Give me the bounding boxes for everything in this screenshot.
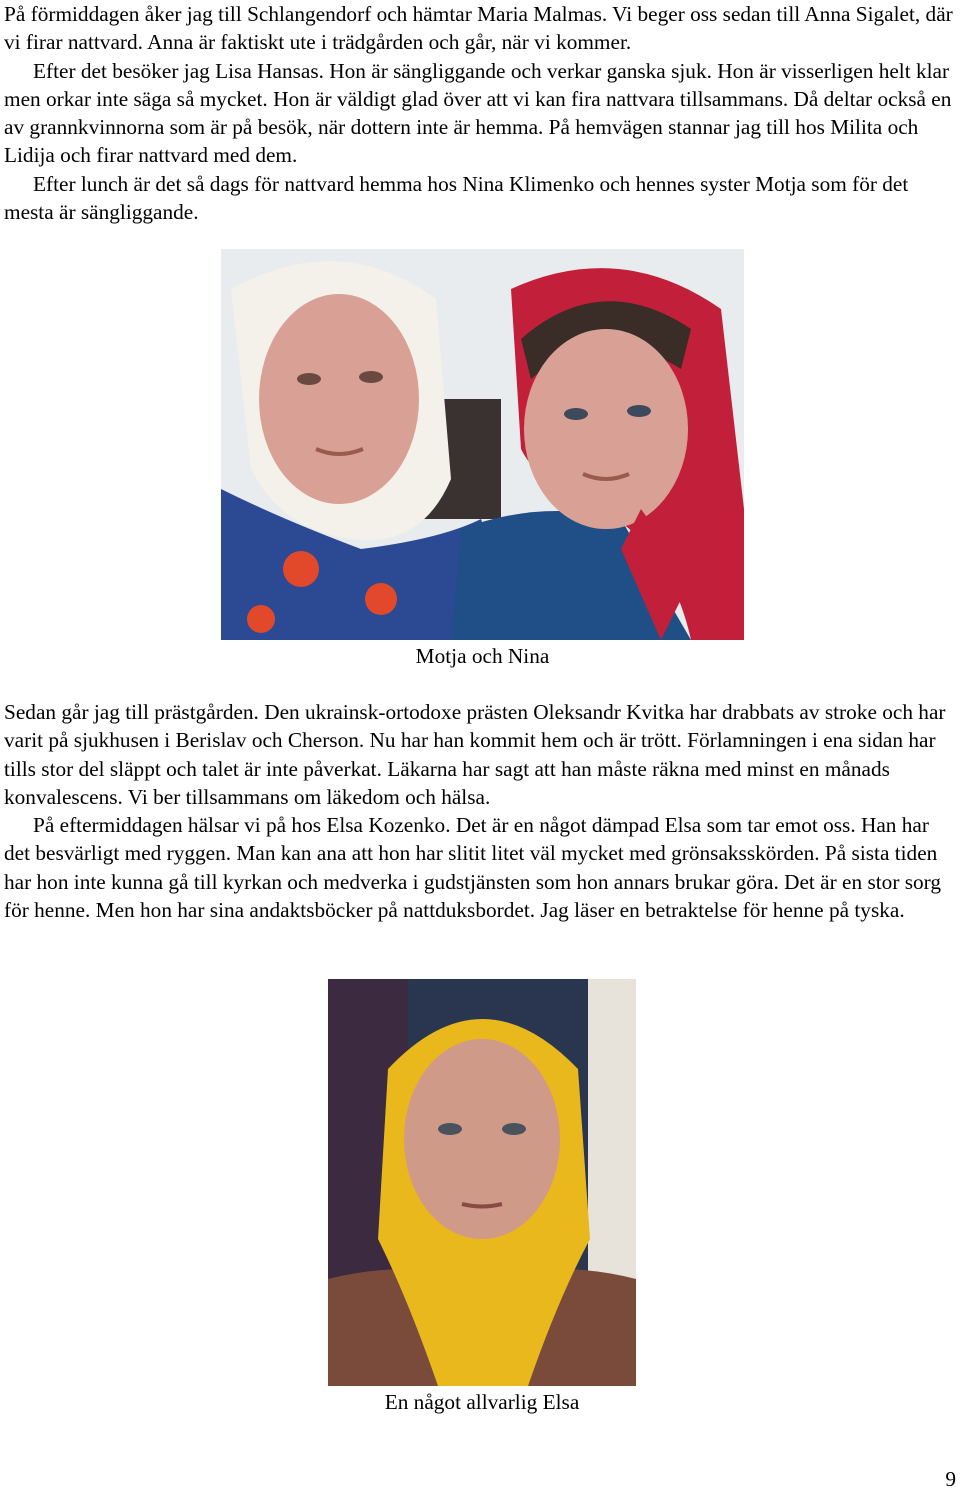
paragraph: Sedan går jag till prästgården. Den ukrainsk-ortodoxe prästen Oleksandr Kvitka har drabbats av stroke och har varit på sjukhusen i Berislav och Cherson. Nu har han kommit hem och är trött. Förlamningen i ena sidan har tills stor del släppt och talet är inte påverkat. Läkarna har sagt att han måste räkna med minst en månads konvalescens. Vi ber tillsammans om läkedom och hälsa. — [4, 700, 946, 809]
caption-photo-1: Motja och Nina — [415, 644, 550, 668]
photo-motja-and-nina — [221, 249, 744, 640]
left-face — [259, 294, 419, 504]
photo-elsa — [328, 979, 636, 1386]
right-face — [524, 329, 688, 529]
caption-photo-2: En något allvarlig Elsa — [384, 1390, 580, 1414]
text-block-middle — [4, 698, 956, 924]
page-number: 9 — [945, 1467, 956, 1491]
text-block-top — [4, 0, 956, 226]
elsa-face — [404, 1039, 560, 1239]
paragraph: Efter det besöker jag Lisa Hansas. Hon är sängliggande och verkar ganska sjuk. Hon är visserligen helt klar men orkar inte säga så mycket. Hon är väldigt glad över att vi kan fira nattvara tillsammans. Då deltar också en av grannkvinnorna som är på besök, när dottern inte är hemma. På hemvägen stannar jag till hos Milita och Lidija och firar nattvard med dem. — [4, 58, 952, 168]
paragraph: På förmiddagen åker jag till Schlangendorf och hämtar Maria Malmas. Vi beger oss sedan till Anna Sigalet, där vi firar nattvard. Anna är faktiskt ute i trädgården och går, när vi kommer. — [4, 2, 953, 55]
paragraph: På eftermiddagen hälsar vi på hos Elsa Kozenko. Det är en något dämpad Elsa som tar emot oss. Han har det besvärligt med ryggen. Man kan ana att hon har slitit litet väl mycket med grönsaksskörden. På sista tiden har hon inte kunna gå till kyrkan och medverka i gudstjänsten som hon annars brukar göra. Det är en stor sorg för henne. Men hon har sina andaktsböcker på nattduksbordet. Jag läser en betraktelse för henne på tyska. — [4, 813, 942, 923]
paragraph: Efter lunch är det så dags för nattvard hemma hos Nina Klimenko och hennes syster Motja som för det mesta är sängliggande. — [4, 171, 909, 225]
